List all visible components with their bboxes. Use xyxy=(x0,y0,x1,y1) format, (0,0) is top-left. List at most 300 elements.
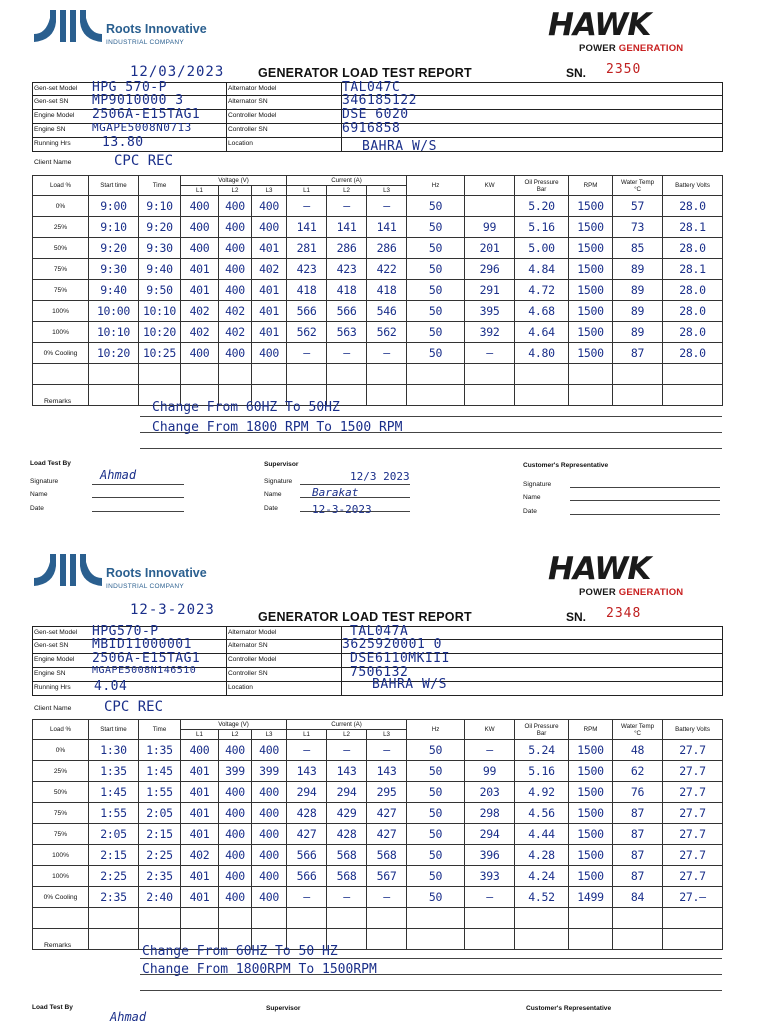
remarks-label: Remarks xyxy=(44,398,72,405)
supervisor-label: Supervisor xyxy=(266,1005,301,1012)
hz-cell: 50 xyxy=(407,259,465,280)
voltage-l1-cell: 402 xyxy=(181,301,219,322)
customer-rep-label: Customer's Representative xyxy=(523,462,609,469)
current-l2-cell: 143 xyxy=(327,761,367,782)
genset-info-block: Gen-set Model HPG570-P Alternator Model TAL047A Gen-set SN MBID11000001 Alternator SN 3625920001 0 Engine Model 2506A-E15TAG1 Controller Model DSE6110MKIII Engine SN MGAPE5008N146510 Controller SN 7506132 Running Hrs 4.04 Location BAHRA W/S xyxy=(32,626,722,696)
voltage-l3-cell: 400 xyxy=(252,343,287,364)
rpm-cell: 1500 xyxy=(569,196,613,217)
voltage-l1-cell: 402 xyxy=(181,322,219,343)
voltage-l2-cell: 400 xyxy=(219,803,252,824)
water-temp-cell: 89 xyxy=(613,301,663,322)
voltage-l3-cell: 400 xyxy=(252,845,287,866)
load-cell: 0% xyxy=(33,196,89,217)
oil-pressure-cell: 5.16 xyxy=(515,217,569,238)
alternator-model-value: TAL047A xyxy=(350,624,409,639)
table-row xyxy=(33,824,723,845)
hz-cell: 50 xyxy=(407,322,465,343)
load-cell: 25% xyxy=(33,217,89,238)
water-temp-cell: 87 xyxy=(613,824,663,845)
report-title: GENERATOR LOAD TEST REPORT xyxy=(258,610,472,624)
remark-line-1: Change From 60HZ To 50HZ xyxy=(152,400,340,415)
table-row xyxy=(33,238,723,259)
load-cell: 100% xyxy=(33,866,89,887)
rpm-cell: 1500 xyxy=(569,803,613,824)
current-l2-cell: 286 xyxy=(327,238,367,259)
supervisor-signature: 12/3 2023 xyxy=(350,470,410,483)
voltage-l3-cell: 400 xyxy=(252,217,287,238)
voltage-l2-cell: 400 xyxy=(219,343,252,364)
load-test-by-label: Load Test By xyxy=(30,460,71,467)
time-cell: 1:55 xyxy=(139,782,181,803)
voltage-l2-cell: 400 xyxy=(219,740,252,761)
location-value: BAHRA W/S xyxy=(372,677,447,692)
battery-volts-cell: 27.7 xyxy=(663,761,723,782)
voltage-l3-cell: 401 xyxy=(252,280,287,301)
alternator-sn-value: 3625920001 0 xyxy=(342,637,442,652)
load-cell: 0% Cooling xyxy=(33,343,89,364)
voltage-l2-cell: 400 xyxy=(219,845,252,866)
report-date: 12/03/2023 xyxy=(130,64,225,80)
table-row xyxy=(33,259,723,280)
hz-cell: 50 xyxy=(407,217,465,238)
start-time-cell: 2:25 xyxy=(89,866,139,887)
time-cell: 9:20 xyxy=(139,217,181,238)
current-l2-cell: 566 xyxy=(327,301,367,322)
current-l2-cell: 423 xyxy=(327,259,367,280)
start-time-cell: 10:20 xyxy=(89,343,139,364)
kw-cell: 393 xyxy=(465,866,515,887)
current-l3-cell: 427 xyxy=(367,803,407,824)
current-l1-cell: – xyxy=(287,196,327,217)
load-cell: 75% xyxy=(33,803,89,824)
voltage-l1-cell: 401 xyxy=(181,761,219,782)
water-temp-cell: 48 xyxy=(613,740,663,761)
battery-volts-cell: 27.7 xyxy=(663,782,723,803)
time-cell: 1:35 xyxy=(139,740,181,761)
remark-line-2: Change From 1800 RPM To 1500 RPM xyxy=(152,420,403,435)
battery-volts-cell: 27.– xyxy=(663,887,723,908)
supervisor-name: Barakat xyxy=(312,486,359,499)
voltage-l2-cell: 402 xyxy=(219,301,252,322)
kw-cell: 294 xyxy=(465,824,515,845)
oil-pressure-cell: 5.20 xyxy=(515,196,569,217)
table-row xyxy=(33,280,723,301)
client-name-label: Client Name xyxy=(34,705,72,712)
remark-line-2: Change From 1800RPM To 1500RPM xyxy=(142,962,377,977)
voltage-l3-cell: 401 xyxy=(252,322,287,343)
start-time-cell: 1:35 xyxy=(89,761,139,782)
current-l1-cell: 294 xyxy=(287,782,327,803)
kw-cell: – xyxy=(465,343,515,364)
water-temp-cell: 89 xyxy=(613,259,663,280)
voltage-l3-cell: 400 xyxy=(252,887,287,908)
time-cell: 2:25 xyxy=(139,845,181,866)
rpm-cell: 1500 xyxy=(569,259,613,280)
voltage-l2-cell: 399 xyxy=(219,761,252,782)
engine-sn-value: MGAPE5008N146510 xyxy=(92,665,197,676)
current-l3-cell: 567 xyxy=(367,866,407,887)
hawk-logo xyxy=(548,8,718,58)
oil-pressure-cell: 4.44 xyxy=(515,824,569,845)
engine-model-value: 2506A-E15TAG1 xyxy=(92,107,201,122)
voltage-l3-cell: 399 xyxy=(252,761,287,782)
time-cell: 2:05 xyxy=(139,803,181,824)
rpm-cell: 1500 xyxy=(569,343,613,364)
voltage-l1-cell: 400 xyxy=(181,196,219,217)
serial-label: SN. xyxy=(566,610,587,624)
current-l2-cell: 428 xyxy=(327,824,367,845)
hz-cell: 50 xyxy=(407,803,465,824)
oil-pressure-cell: 4.56 xyxy=(515,803,569,824)
table-row xyxy=(33,322,723,343)
battery-volts-cell: 27.7 xyxy=(663,803,723,824)
roots-innovative-logo xyxy=(32,550,252,600)
roots-logo-mark-icon xyxy=(32,552,104,592)
time-cell: 10:10 xyxy=(139,301,181,322)
table-row xyxy=(33,845,723,866)
battery-volts-cell: 28.1 xyxy=(663,259,723,280)
voltage-l2-cell: 400 xyxy=(219,782,252,803)
load-cell: 75% xyxy=(33,280,89,301)
voltage-l1-cell: 401 xyxy=(181,782,219,803)
tester-signature: Ahmad xyxy=(110,1010,147,1024)
load-cell: 25% xyxy=(33,761,89,782)
load-cell: 0% xyxy=(33,740,89,761)
current-l2-cell: 141 xyxy=(327,217,367,238)
oil-pressure-cell: 4.24 xyxy=(515,866,569,887)
company-tagline: INDUSTRIAL COMPANY xyxy=(106,39,184,46)
battery-volts-cell: 28.0 xyxy=(663,196,723,217)
table-row xyxy=(33,301,723,322)
hz-cell: 50 xyxy=(407,845,465,866)
blank-row xyxy=(33,908,723,929)
blank-row xyxy=(33,385,723,406)
current-l1-cell: 418 xyxy=(287,280,327,301)
load-cell: 75% xyxy=(33,259,89,280)
customer-rep-label: Customer's Representative xyxy=(526,1005,612,1012)
table-row xyxy=(33,761,723,782)
battery-volts-cell: 28.0 xyxy=(663,343,723,364)
table-row xyxy=(33,196,723,217)
current-l1-cell: 566 xyxy=(287,845,327,866)
time-cell: 9:40 xyxy=(139,259,181,280)
genset-info-block: Gen-set Model HPG 570-P Alternator Model TAL047C Gen-set SN MP9010000 3 Alternator SN 346185122 Engine Model 2506A-E15TAG1 Controller Model DSE 6020 Engine SN MGAPE5008N0713 Controller SN 6916858 Running Hrs 13.80 Location BAHRA W/S xyxy=(32,82,722,152)
voltage-l3-cell: 400 xyxy=(252,196,287,217)
voltage-l1-cell: 400 xyxy=(181,217,219,238)
water-temp-cell: 87 xyxy=(613,866,663,887)
water-temp-cell: 89 xyxy=(613,280,663,301)
table-row xyxy=(33,866,723,887)
battery-volts-cell: 28.0 xyxy=(663,301,723,322)
voltage-l3-cell: 400 xyxy=(252,782,287,803)
time-cell: 2:40 xyxy=(139,887,181,908)
current-l2-cell: – xyxy=(327,196,367,217)
current-l1-cell: 141 xyxy=(287,217,327,238)
kw-cell: 291 xyxy=(465,280,515,301)
load-cell: 0% Cooling xyxy=(33,887,89,908)
report-date: 12-3-2023 xyxy=(130,602,215,618)
load-test-table: Load % Start time Time Voltage (V) Current (A) Hz KW Oil Pressure Bar RPM Water Temp °C Battery Volts L1 L2 L3 L1 L2 L3 0% 1:30 1:35 400 400 400 – – – 50 – 5.24 1500 48 27.7 25% 1:35 1:45 401 399 399 143 143 143 50 99 5.16 1500 62 27.7 50% 1:45 1:55 401 400 400 294 294 295 50 203 4.92 1500 76 27.7 75% 1:55 2:05 401 400 400 428 429 427 50 298 4.56 1500 87 27.7 75% 2:05 2:15 401 400 400 427 428 427 50 294 4.44 1500 87 27.7 100% 2:15 2:25 402 400 400 566 568 568 50 396 4.28 1500 87 27.7 100% 2:25 2:35 401 400 400 566 568 567 50 393 4.24 1500 87 27.7 0% Cooling 2:35 2:40 401 400 400 – – – 50 – 4.52 1499 84 27.– xyxy=(32,719,723,950)
load-cell: 100% xyxy=(33,845,89,866)
voltage-l3-cell: 401 xyxy=(252,238,287,259)
water-temp-cell: 84 xyxy=(613,887,663,908)
rpm-cell: 1499 xyxy=(569,887,613,908)
current-l1-cell: – xyxy=(287,887,327,908)
engine-sn-value: MGAPE5008N0713 xyxy=(92,121,192,134)
rpm-cell: 1500 xyxy=(569,824,613,845)
hz-cell: 50 xyxy=(407,824,465,845)
start-time-cell: 9:20 xyxy=(89,238,139,259)
voltage-l2-cell: 400 xyxy=(219,887,252,908)
current-l3-cell: 295 xyxy=(367,782,407,803)
table-row xyxy=(33,782,723,803)
water-temp-cell: 57 xyxy=(613,196,663,217)
hawk-wordmark: HAWK xyxy=(548,7,651,43)
rpm-cell: 1500 xyxy=(569,238,613,259)
time-cell: 9:10 xyxy=(139,196,181,217)
time-cell: 9:50 xyxy=(139,280,181,301)
current-l2-cell: 563 xyxy=(327,322,367,343)
current-l3-cell: – xyxy=(367,196,407,217)
current-l2-cell: 568 xyxy=(327,845,367,866)
kw-cell: 99 xyxy=(465,761,515,782)
hz-cell: 50 xyxy=(407,782,465,803)
current-l3-cell: 143 xyxy=(367,761,407,782)
client-name-value: CPC REC xyxy=(104,699,164,715)
battery-volts-cell: 28.1 xyxy=(663,217,723,238)
kw-cell xyxy=(465,196,515,217)
load-test-table: Load % Start time Time Voltage (V) Current (A) Hz KW Oil Pressure Bar RPM Water Temp °C Battery Volts L1 L2 L3 L1 L2 L3 0% 9:00 9:10 400 400 400 – – – 50 5.20 1500 57 28.0 25% 9:10 9:20 400 400 400 141 141 141 50 99 5.16 1500 73 28.1 50% 9:20 9:30 400 400 401 281 286 286 50 201 5.00 1500 85 28.0 75% 9:30 9:40 401 400 402 423 423 422 50 296 4.84 1500 89 28.1 75% 9:40 9:50 401 400 401 418 418 418 50 291 4.72 1500 89 28.0 100% 10:00 10:10 402 402 401 566 566 546 50 395 4.68 1500 89 28.0 100% 10:10 10:20 402 402 401 562 563 562 50 392 4.64 1500 89 28.0 0% Cooling 10:20 10:25 400 400 400 – – – 50 – 4.80 1500 87 28.0 xyxy=(32,175,723,406)
current-l1-cell: 281 xyxy=(287,238,327,259)
roots-logo-mark-icon xyxy=(32,8,104,48)
current-l1-cell: 566 xyxy=(287,301,327,322)
start-time-cell: 1:55 xyxy=(89,803,139,824)
start-time-cell: 1:45 xyxy=(89,782,139,803)
current-l3-cell: 418 xyxy=(367,280,407,301)
battery-volts-cell: 27.7 xyxy=(663,866,723,887)
kw-cell: 395 xyxy=(465,301,515,322)
voltage-l1-cell: 401 xyxy=(181,824,219,845)
client-name-value: CPC REC xyxy=(114,153,174,169)
running-hrs-value: 4.04 xyxy=(94,679,128,694)
serial-label: SN. xyxy=(566,66,587,80)
hz-cell: 50 xyxy=(407,301,465,322)
water-temp-cell: 73 xyxy=(613,217,663,238)
running-hrs-value: 13.80 xyxy=(102,135,144,150)
company-name: Roots Innovative xyxy=(106,22,207,36)
voltage-l2-cell: 400 xyxy=(219,238,252,259)
rpm-cell: 1500 xyxy=(569,322,613,343)
client-name-label: Client Name xyxy=(34,159,72,166)
oil-pressure-cell: 5.24 xyxy=(515,740,569,761)
time-cell: 1:45 xyxy=(139,761,181,782)
kw-cell: 99 xyxy=(465,217,515,238)
hawk-logo xyxy=(548,552,718,602)
battery-volts-cell: 28.0 xyxy=(663,238,723,259)
oil-pressure-cell: 4.72 xyxy=(515,280,569,301)
kw-cell: 396 xyxy=(465,845,515,866)
voltage-l3-cell: 400 xyxy=(252,866,287,887)
load-cell: 100% xyxy=(33,301,89,322)
kw-cell: 201 xyxy=(465,238,515,259)
remark-line-1: Change From 60HZ To 50 HZ xyxy=(142,944,338,959)
blank-row xyxy=(33,929,723,950)
voltage-l1-cell: 401 xyxy=(181,866,219,887)
oil-pressure-cell: 4.64 xyxy=(515,322,569,343)
current-l2-cell: – xyxy=(327,887,367,908)
water-temp-cell: 87 xyxy=(613,845,663,866)
current-l3-cell: 286 xyxy=(367,238,407,259)
kw-cell: 298 xyxy=(465,803,515,824)
voltage-l1-cell: 402 xyxy=(181,845,219,866)
time-cell: 2:15 xyxy=(139,824,181,845)
hawk-tagline: POWER GENERATION xyxy=(579,43,684,54)
voltage-l1-cell: 401 xyxy=(181,887,219,908)
current-l1-cell: – xyxy=(287,343,327,364)
start-time-cell: 9:40 xyxy=(89,280,139,301)
report-sheet-2 xyxy=(0,544,768,1024)
serial-number: 2348 xyxy=(606,606,642,621)
hz-cell: 50 xyxy=(407,887,465,908)
current-l1-cell: 566 xyxy=(287,866,327,887)
rpm-cell: 1500 xyxy=(569,740,613,761)
hz-cell: 50 xyxy=(407,343,465,364)
hz-cell: 50 xyxy=(407,866,465,887)
current-l3-cell: 568 xyxy=(367,845,407,866)
rpm-cell: 1500 xyxy=(569,866,613,887)
table-row xyxy=(33,217,723,238)
load-cell: 100% xyxy=(33,322,89,343)
report-sheet-1: Roots Innovative INDUSTRIAL COMPANY HAWK POWER GENERATION 12/03/2023 GENERATOR LOAD TEST REPORT SN. 2350 Gen-set Model HPG 570-P Alternator Model TAL047C Gen-set SN MP9010000 3 Alternator SN 346185122 Engine Model 2506A-E15TAG1 Controller Model DSE 6020 Engine SN MGAPE5008N0713 Controller SN 6916858 Running Hrs 13.80 Location BAHRA W/S Client Name CPC REC Load % Start time Time Voltage (V) Current (A) Hz KW Oil Pressure Bar RPM Water Temp °C Battery Volts L1 L2 L3 L1 L2 L3 0% 9:00 9:10 400 400 400 – – – 50 5.20 1500 57 28.0 25% 9:10 9:20 400 400 400 141 141 141 50 99 5.16 1500 73 28.1 50% 9:20 9:30 400 400 401 281 286 286 50 201 5.00 1500 85 28.0 75% 9:30 9:40 401 400 402 423 423 422 50 296 4.84 1500 89 28.1 75% 9:40 9:50 401 400 401 418 418 418 50 291 4.72 1500 89 28.0 100% 10:00 10:10 402 402 401 566 566 546 50 395 4.68 1500 89 28.0 100% 10:10 10:20 402 402 401 562 563 562 50 392 4.64 1500 89 28.0 0% Cooling 10:20 10:25 400 400 400 – – – 50 – 4.80 1500 87 28.0 Remarks Change From 60HZ To 50HZ Change From 1800 RPM To 1500 RPM Load Test By Signature Name Date Ahmad Supervisor Signature Name Date 12/3 2023 Barakat 12-3-2023 Customer's Representative Signature Name Date xyxy=(0,0,768,536)
controller-sn-value: 6916858 xyxy=(342,121,401,136)
oil-pressure-cell: 4.84 xyxy=(515,259,569,280)
kw-cell: – xyxy=(465,740,515,761)
battery-volts-cell: 28.0 xyxy=(663,322,723,343)
genset-sn-value: MBID11000001 xyxy=(92,637,192,652)
time-cell: 10:25 xyxy=(139,343,181,364)
voltage-l3-cell: 400 xyxy=(252,803,287,824)
oil-pressure-cell: 5.00 xyxy=(515,238,569,259)
rpm-cell: 1500 xyxy=(569,782,613,803)
table-row xyxy=(33,887,723,908)
oil-pressure-cell: 4.28 xyxy=(515,845,569,866)
hz-cell: 50 xyxy=(407,280,465,301)
voltage-l1-cell: 401 xyxy=(181,803,219,824)
current-l2-cell: – xyxy=(327,740,367,761)
hz-cell: 50 xyxy=(407,238,465,259)
load-test-by-label: Load Test By xyxy=(32,1004,73,1011)
current-l1-cell: 428 xyxy=(287,803,327,824)
remarks-label: Remarks xyxy=(44,942,72,949)
kw-cell: 392 xyxy=(465,322,515,343)
battery-volts-cell: 27.7 xyxy=(663,824,723,845)
water-temp-cell: 87 xyxy=(613,343,663,364)
oil-pressure-cell: 4.68 xyxy=(515,301,569,322)
current-l1-cell: 562 xyxy=(287,322,327,343)
voltage-l2-cell: 400 xyxy=(219,866,252,887)
start-time-cell: 10:10 xyxy=(89,322,139,343)
current-l3-cell: 546 xyxy=(367,301,407,322)
rpm-cell: 1500 xyxy=(569,761,613,782)
water-temp-cell: 62 xyxy=(613,761,663,782)
hz-cell: 50 xyxy=(407,740,465,761)
water-temp-cell: 89 xyxy=(613,322,663,343)
current-l3-cell: 427 xyxy=(367,824,407,845)
rpm-cell: 1500 xyxy=(569,280,613,301)
voltage-l3-cell: 401 xyxy=(252,301,287,322)
time-cell: 10:20 xyxy=(139,322,181,343)
current-l3-cell: 422 xyxy=(367,259,407,280)
controller-model-value: DSE 6020 xyxy=(342,107,409,122)
time-cell: 9:30 xyxy=(139,238,181,259)
current-l1-cell: 423 xyxy=(287,259,327,280)
tester-signature: Ahmad xyxy=(100,468,137,482)
supervisor-date: 12-3-2023 xyxy=(312,503,372,516)
current-l1-cell: 143 xyxy=(287,761,327,782)
voltage-l1-cell: 400 xyxy=(181,238,219,259)
current-l2-cell: 294 xyxy=(327,782,367,803)
load-cell: 50% xyxy=(33,782,89,803)
current-l3-cell: – xyxy=(367,343,407,364)
rpm-cell: 1500 xyxy=(569,217,613,238)
alternator-model-value: TAL047C xyxy=(342,80,401,95)
current-l3-cell: 141 xyxy=(367,217,407,238)
rpm-cell: 1500 xyxy=(569,301,613,322)
start-time-cell: 9:00 xyxy=(89,196,139,217)
water-temp-cell: 87 xyxy=(613,803,663,824)
kw-cell: 203 xyxy=(465,782,515,803)
alternator-sn-value: 346185122 xyxy=(342,93,417,108)
voltage-l1-cell: 400 xyxy=(181,740,219,761)
oil-pressure-cell: 4.92 xyxy=(515,782,569,803)
current-l2-cell: 568 xyxy=(327,866,367,887)
start-time-cell: 9:10 xyxy=(89,217,139,238)
voltage-l3-cell: 402 xyxy=(252,259,287,280)
current-l2-cell: 429 xyxy=(327,803,367,824)
hawk-tagline: POWER GENERATION xyxy=(579,587,684,598)
current-l2-cell: – xyxy=(327,343,367,364)
load-cell: 75% xyxy=(33,824,89,845)
controller-model-value: DSE6110MKIII xyxy=(350,651,450,666)
water-temp-cell: 76 xyxy=(613,782,663,803)
voltage-l1-cell: 401 xyxy=(181,280,219,301)
rpm-cell: 1500 xyxy=(569,845,613,866)
start-time-cell: 9:30 xyxy=(89,259,139,280)
start-time-cell: 2:05 xyxy=(89,824,139,845)
voltage-l2-cell: 400 xyxy=(219,217,252,238)
table-row xyxy=(33,803,723,824)
kw-cell: 296 xyxy=(465,259,515,280)
oil-pressure-cell: 4.80 xyxy=(515,343,569,364)
location-value: BAHRA W/S xyxy=(362,139,437,154)
hz-cell: 50 xyxy=(407,761,465,782)
battery-volts-cell: 27.7 xyxy=(663,845,723,866)
current-l2-cell: 418 xyxy=(327,280,367,301)
kw-cell: – xyxy=(465,887,515,908)
time-cell: 2:35 xyxy=(139,866,181,887)
voltage-l3-cell: 400 xyxy=(252,740,287,761)
water-temp-cell: 85 xyxy=(613,238,663,259)
start-time-cell: 1:30 xyxy=(89,740,139,761)
hz-cell: 50 xyxy=(407,196,465,217)
current-l3-cell: – xyxy=(367,887,407,908)
roots-innovative-logo xyxy=(32,6,252,56)
voltage-l1-cell: 400 xyxy=(181,343,219,364)
voltage-l2-cell: 402 xyxy=(219,322,252,343)
current-l3-cell: 562 xyxy=(367,322,407,343)
genset-sn-value: MP9010000 3 xyxy=(92,93,184,108)
table-row xyxy=(33,343,723,364)
